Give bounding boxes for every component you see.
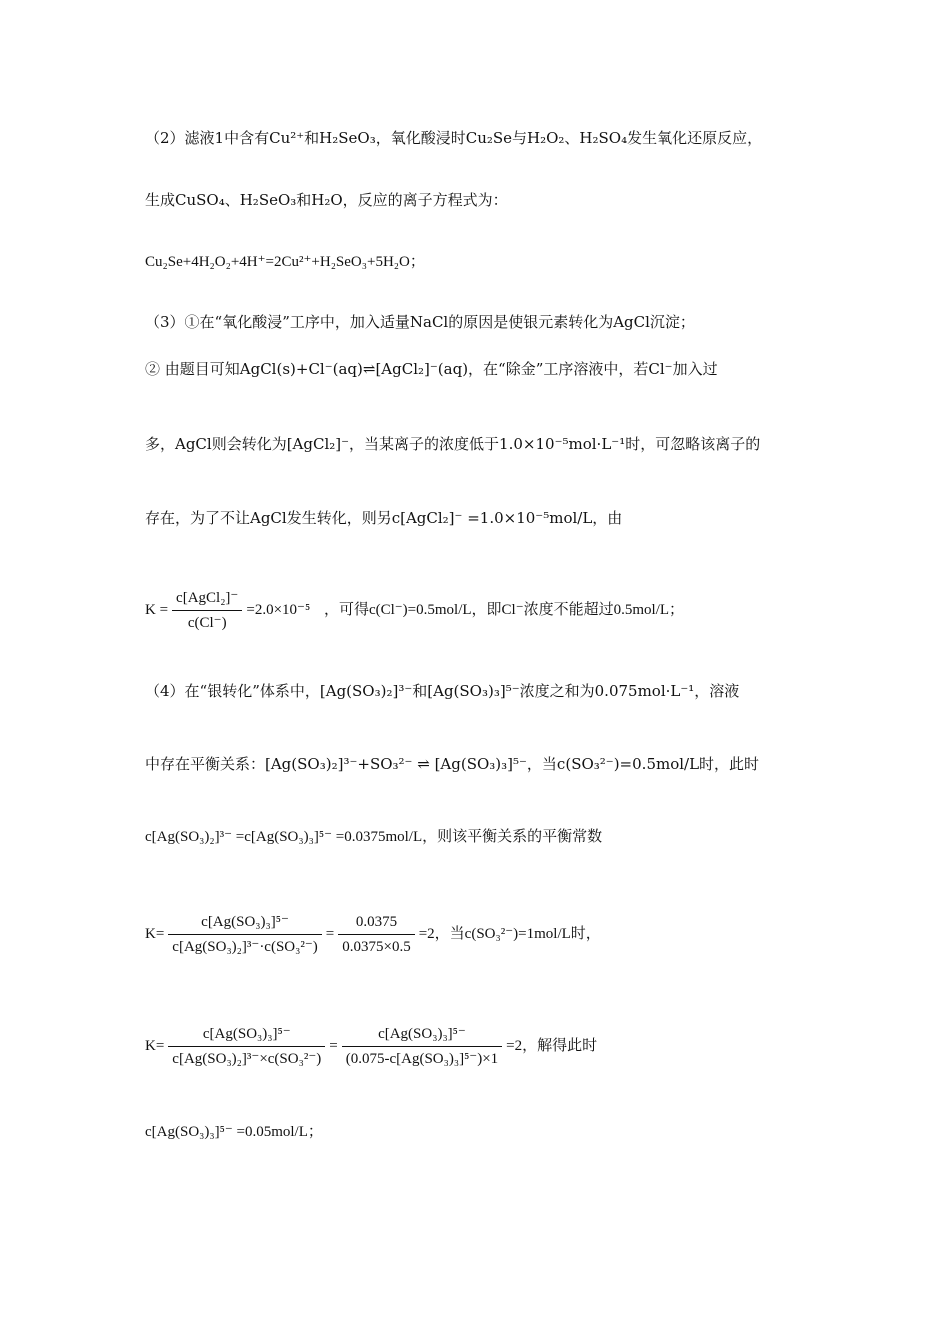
equation-lhs: K = xyxy=(145,601,169,618)
paragraph-part3-nacl: （3）①在“氧化酸浸”工序中，加入适量NaCl的原因是使银元素转化为AgCl沉淀； xyxy=(145,313,695,331)
fraction-denominator: c(Cl⁻) xyxy=(187,615,227,631)
paragraph-part2-products: 生成CuSO₄、H₂SeO₃和H₂O，反应的离子方程式为： xyxy=(145,191,508,209)
fraction-denominator: 0.0375×0.5 xyxy=(342,939,411,955)
equation-k-first xyxy=(145,912,810,957)
fraction-numerator: 0.0375 xyxy=(338,912,414,935)
equation-result: =2，解得此时 xyxy=(506,1037,598,1054)
paragraph-part4-concentration: c[Ag(SO₃)₂]³⁻ =c[Ag(SO₃)₃]⁵⁻ =0.0375mol/L，则该平衡关系的平衡常数 xyxy=(145,829,603,845)
final-concentration: c[Ag(SO₃)₃]⁵⁻ =0.05mol/L； xyxy=(145,1124,323,1140)
fraction-denominator: c[Ag(SO₃)₂]³⁻·c(SO₃²⁻) xyxy=(172,939,318,955)
fraction-denominator: c[Ag(SO₃)₂]³⁻×c(SO₃²⁻) xyxy=(172,1051,322,1067)
ionic-equation: Cu₂Se+4H₂O₂+4H⁺=2Cu²⁺+H₂SeO₃+5H₂O； xyxy=(145,254,425,270)
paragraph-part2-intro: （2）滤液1中含有Cu²⁺和H₂SeO₃，氧化酸浸时Cu₂Se与H₂O₂、H₂SO₄发生氧化还原反应， xyxy=(145,129,763,147)
fraction-denominator: (0.075-c[Ag(SO₃)₃]⁵⁻)×1 xyxy=(345,1051,499,1067)
fraction-left xyxy=(168,912,321,957)
equation-lhs: K= xyxy=(145,925,165,942)
paragraph-part3-conversion: 多，AgCl则会转化为[AgCl₂]⁻，当某离子的浓度低于1.0×10⁻⁵mol·L⁻¹时，可忽略该离子的 xyxy=(145,435,761,453)
equation-rhs: =2.0×10⁻⁵ xyxy=(246,601,311,618)
equals-sign: = xyxy=(325,925,335,942)
equals-sign: = xyxy=(329,1037,338,1054)
paragraph-part4-equilibrium: 中存在平衡关系：[Ag(SO₃)₂]³⁻+SO₃²⁻ ⇌ [Ag(SO₃)₃]⁵⁻，当c(SO₃²⁻)=0.5mol/L时，此时 xyxy=(145,755,760,773)
fraction-numerator: c[Ag(SO₃)₃]⁵⁻ xyxy=(168,912,321,935)
fraction-left xyxy=(168,1024,325,1069)
fraction xyxy=(172,588,242,633)
paragraph-part3-equilibrium: ② 由题目可知AgCl(s)+Cl⁻(aq)⇌[AgCl₂]⁻(aq)，在“除金”工序溶液中，若Cl⁻加入过 xyxy=(145,360,718,378)
fraction-right xyxy=(338,912,414,957)
paragraph-part4-system: （4）在“银转化”体系中，[Ag(SO₃)₂]³⁻和[Ag(SO₃)₃]⁵⁻浓度之和为0.075mol·L⁻¹，溶液 xyxy=(145,682,740,700)
paragraph-part3-condition: 存在，为了不让AgCl发生转化，则另c[AgCl₂]⁻ =1.0×10⁻⁵mol/L，由 xyxy=(145,509,623,527)
equation-conclusion: ，可得c(Cl⁻)=0.5mol/L，即Cl⁻浓度不能超过0.5mol/L； xyxy=(323,601,685,618)
equation-k-agcl2 xyxy=(145,588,810,633)
fraction-right xyxy=(342,1024,502,1069)
equation-k-second xyxy=(145,1024,810,1069)
equation-result: =2，当c(SO₃²⁻)=1mol/L时， xyxy=(418,925,601,942)
fraction-numerator: c[AgCl₂]⁻ xyxy=(172,588,242,611)
fraction-numerator: c[Ag(SO₃)₃]⁵⁻ xyxy=(168,1024,325,1047)
fraction-numerator: c[Ag(SO₃)₃]⁵⁻ xyxy=(342,1024,502,1047)
equation-lhs: K= xyxy=(145,1037,165,1054)
